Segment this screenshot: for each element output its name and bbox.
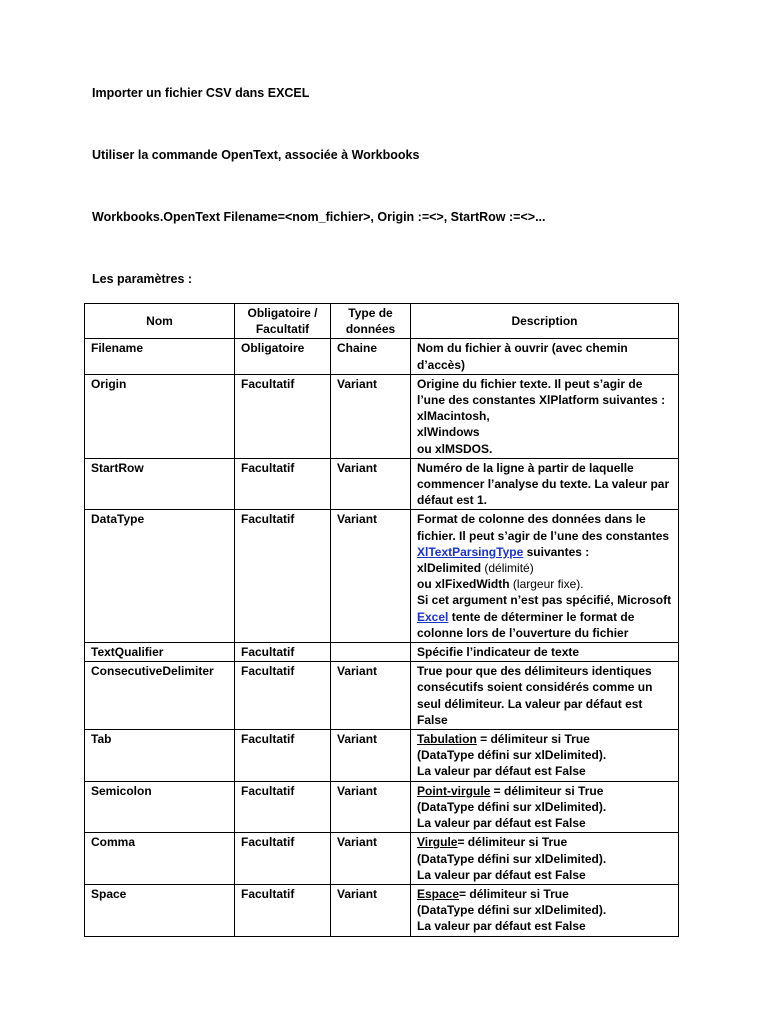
cell-description — [411, 730, 679, 782]
cell-required: Facultatif — [235, 458, 331, 510]
cell-type: Variant — [331, 458, 411, 510]
excel-link[interactable]: Excel — [417, 609, 449, 624]
description-text: xlDelimited — [417, 561, 482, 576]
description-text: Format de colonne des données dans le fichier. Il peut s’agir de l’une des constantes — [417, 512, 670, 543]
table-row — [85, 730, 679, 782]
description-text: (DataType défini sur xlDelimited). — [417, 799, 607, 814]
header-description: Description — [411, 304, 679, 339]
document-title: Importer un fichier CSV dans EXCEL — [92, 86, 310, 100]
description-term: Tabulation — [417, 732, 477, 747]
description-text: (largeur fixe). — [512, 577, 584, 592]
description-text: Origine du fichier texte. Il peut s’agir de l’une des constantes XlPlatform suivantes : — [417, 376, 666, 408]
description-text: = délimiteur si True — [457, 835, 568, 850]
cell-type: Variant — [331, 884, 411, 936]
cell-type: Variant — [331, 510, 411, 643]
cell-name: Tab — [85, 730, 235, 782]
cell-required: Facultatif — [235, 662, 331, 730]
header-obligatoire: Obligatoire / Facultatif — [235, 304, 331, 339]
description-text: Numéro de la ligne à partir de laquelle commencer l’analyse du texte. La valeur par défaut est 1. — [417, 460, 670, 508]
cell-type: Variant — [331, 781, 411, 833]
description-text: ou xlMSDOS. — [417, 441, 493, 456]
description-text: Spécifie l’indicateur de texte — [417, 645, 580, 660]
table-row — [85, 510, 679, 643]
description-text: La valeur par défaut est False — [417, 919, 586, 934]
description-text: xlMacintosh, — [417, 409, 490, 424]
table-row — [85, 884, 679, 936]
cell-required: Facultatif — [235, 884, 331, 936]
parameters-table — [84, 303, 679, 937]
description-text: tente de déterminer le format de colonne lors de l’ouverture du fichier — [417, 609, 635, 640]
xltextparsingtype-link[interactable]: XlTextParsingType — [417, 544, 524, 559]
cell-name: DataType — [85, 510, 235, 643]
description-text: Nom du fichier à ouvrir (avec chemin d’accès) — [417, 341, 628, 372]
cell-name: Space — [85, 884, 235, 936]
description-text: Si cet argument n’est pas spécifié, Microsoft — [417, 593, 672, 608]
cell-type — [331, 643, 411, 662]
table-row — [85, 458, 679, 510]
cell-description — [411, 833, 679, 885]
table-row — [85, 339, 679, 374]
command-text: Utiliser la commande OpenText, associée à Workbooks — [92, 148, 420, 162]
description-text: La valeur par défaut est False — [417, 764, 586, 779]
cell-required: Facultatif — [235, 643, 331, 662]
cell-description — [411, 339, 679, 374]
cell-type: Chaine — [331, 339, 411, 374]
description-text: suivantes : — [526, 544, 590, 559]
description-text: (DataType défini sur xlDelimited). — [417, 903, 607, 918]
cell-type: Variant — [331, 662, 411, 730]
table-header-row — [85, 304, 679, 339]
cell-type: Variant — [331, 730, 411, 782]
cell-type: Variant — [331, 374, 411, 458]
cell-description — [411, 781, 679, 833]
description-term: Point-virgule — [417, 783, 491, 798]
description-text: (DataType défini sur xlDelimited). — [417, 851, 607, 866]
cell-name: StartRow — [85, 458, 235, 510]
description-term: Virgule — [417, 835, 458, 850]
cell-description — [411, 884, 679, 936]
cell-required: Facultatif — [235, 374, 331, 458]
cell-required: Obligatoire — [235, 339, 331, 374]
description-text: La valeur par défaut est False — [417, 816, 586, 831]
description-text: ou xlFixedWidth — [417, 577, 510, 592]
description-text: = délimiteur si True — [490, 783, 604, 798]
cell-description — [411, 374, 679, 458]
description-text: (DataType défini sur xlDelimited). — [417, 748, 607, 763]
table-row — [85, 833, 679, 885]
description-text: (délimité) — [484, 561, 534, 576]
cell-name: TextQualifier — [85, 643, 235, 662]
table-row — [85, 781, 679, 833]
params-heading: Les paramètres : — [92, 272, 193, 286]
description-text: = délimiteur si True — [476, 732, 590, 747]
cell-type: Variant — [331, 833, 411, 885]
cell-name: ConsecutiveDelimiter — [85, 662, 235, 730]
cell-required: Facultatif — [235, 781, 331, 833]
cell-description — [411, 458, 679, 510]
table-row — [85, 374, 679, 458]
cell-required: Facultatif — [235, 833, 331, 885]
header-type: Type de données — [331, 304, 411, 339]
cell-required: Facultatif — [235, 510, 331, 643]
description-text: La valeur par défaut est False — [417, 867, 586, 882]
table-row — [85, 662, 679, 730]
description-term: Espace — [417, 886, 460, 901]
cell-required: Facultatif — [235, 730, 331, 782]
cell-name: Origin — [85, 374, 235, 458]
header-nom: Nom — [85, 304, 235, 339]
description-text: True pour que des délimiteurs identiques consécutifs soient considérés comme un seul délimiteur. La valeur par défaut est False — [417, 664, 653, 727]
cell-name: Semicolon — [85, 781, 235, 833]
cell-description — [411, 510, 679, 643]
cell-description — [411, 662, 679, 730]
description-text: xlWindows — [417, 425, 480, 440]
cell-name: Filename — [85, 339, 235, 374]
description-text: = délimiteur si True — [459, 886, 569, 901]
cell-description — [411, 643, 679, 662]
cell-name: Comma — [85, 833, 235, 885]
syntax-text: Workbooks.OpenText Filename=<nom_fichier>, Origin :=<>, StartRow :=<>... — [92, 210, 546, 224]
table-row — [85, 643, 679, 662]
